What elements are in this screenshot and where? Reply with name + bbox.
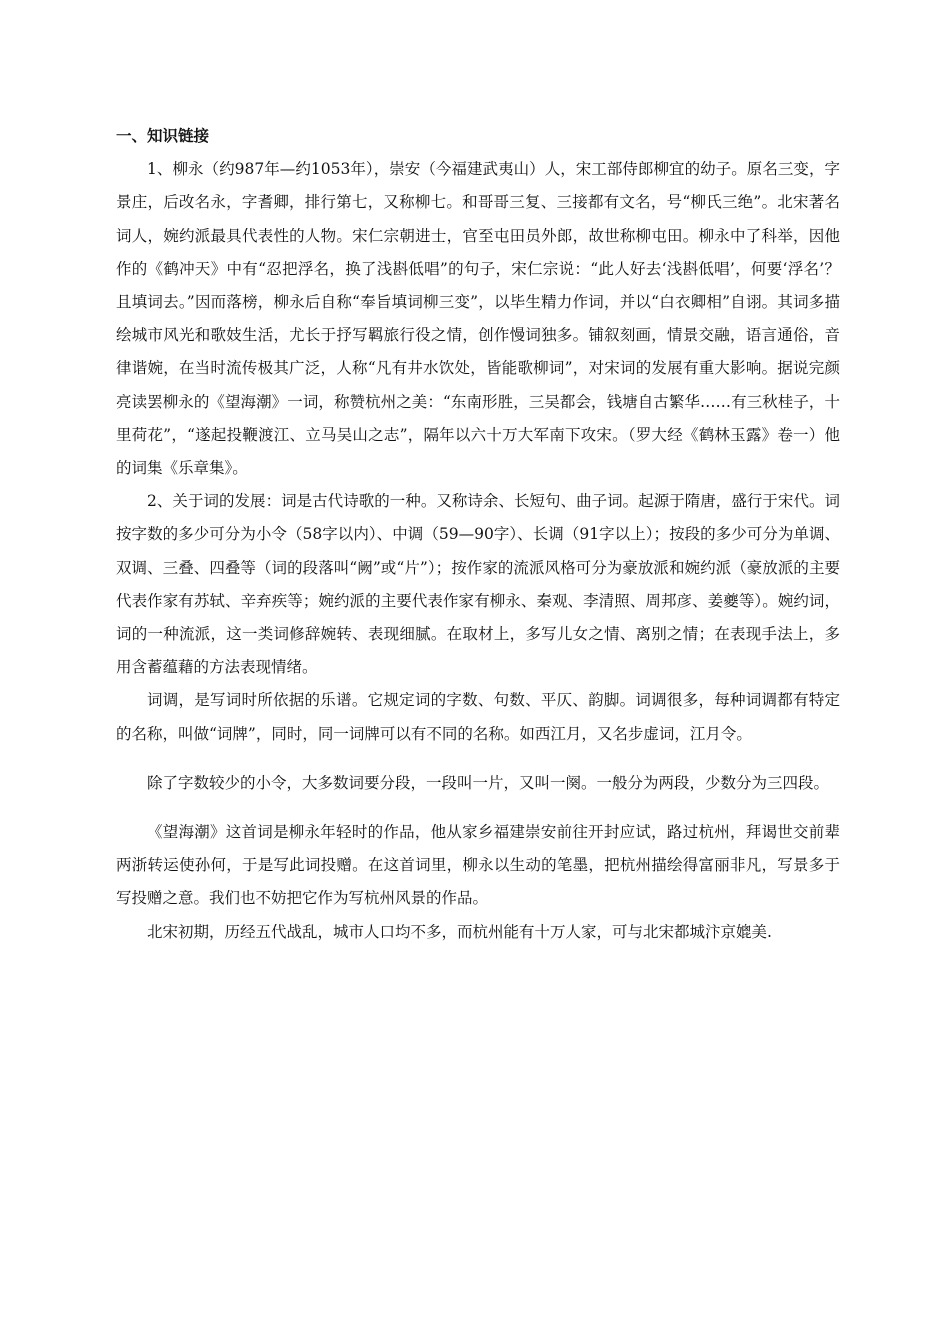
paragraph-wanghaichao: 《望海潮》这首词是柳永年轻时的作品，他从家乡福建崇安前往开封应试，路过杭州，拜谒世交前辈两浙转运使孙何，于是写此词投赠。在这首词里，柳永以生动的笔墨，把杭州描绘得富丽非凡，写景多于写投赠之意。我们也不妨把它作为写杭州风景的作品。: [116, 823, 840, 908]
paragraph-ci-development: 2、关于词的发展：词是古代诗歌的一种。又称诗余、长短句、曲子词。起源于隋唐，盛行于宋代。词按字数的多少可分为小令（58字以内）、中调（59—90字）、长调（91字以上）；按段的多少可分为单调、双调、三叠、四叠等（词的段落叫“阙”或“片”）；按作家的流派风格可分为豪放派和婉约派（豪放派的主要代表作家有苏轼、辛弃疾等；婉约派的主要代表作家有柳永、秦观、李清照、周邦彦、姜夔等）。婉约词，词的一种流派，这一类词修辞婉转、表现细腻。在取材上，多写儿女之情、离别之情；在表现手法上，多用含蓄蕴藉的方法表现情绪。: [116, 492, 840, 677]
paragraph-ci-tune: 词调，是写词时所依据的乐谱。它规定词的字数、句数、平仄、韵脚。词调很多，每种词调都有特定的名称，叫做“词牌”，同时，同一词牌可以有不同的名称。如西江月，又名步虚词，江月令。: [116, 691, 840, 743]
paragraph-liu-yong-bio: 1、柳永（约987年—约1053年），崇安（今福建武夷山）人，宋工部侍郎柳宜的幼子。原名三变，字景庄，后改名永，字耆卿，排行第七，又称柳七。和哥哥三复、三接都有文名，号“柳氏三绝”。北宋著名词人，婉约派最具代表性的人物。宋仁宗朝进士，官至屯田员外郎，故世称柳屯田。柳永中了科举，因他作的《鹤冲天》中有“忍把浮名，换了浅斟低唱”的句子，宋仁宗说：“此人好去‘浅斟低唱’，何要‘浮名’？且填词去。”因而落榜，柳永后自称“奉旨填词柳三变”，以毕生精力作词，并以“白衣卿相”自诩。其词多描绘城市风光和歌妓生活，尤长于抒写羁旅行役之情，创作慢词独多。铺叙刻画，情景交融，语言通俗，音律谐婉，在当时流传极其广泛，人称“凡有井水饮处，皆能歌柳词”，对宋词的发展有重大影响。据说完颜亮读罢柳永的《望海潮》一词，称赞杭州之美：“东南形胜，三吴都会，钱塘自古繁华……有三秋桂子，十里荷花”，“遂起投鞭渡江、立马吴山之志”，隔年以六十万大军南下攻宋。（罗大经《鹤林玉露》卷一）他的词集《乐章集》。: [116, 160, 840, 478]
document-body: [116, 120, 840, 949]
section-heading: 一、知识链接: [116, 127, 210, 145]
paragraph-ci-sections: 除了字数较少的小令，大多数词要分段，一段叫一片，又叫一阕。一般分为两段，少数分为三四段。: [147, 773, 830, 792]
paragraph-northern-song: 北宋初期，历经五代战乱，城市人口均不多，而杭州能有十万人家，可与北宋都城汴京媲美.: [147, 922, 772, 941]
